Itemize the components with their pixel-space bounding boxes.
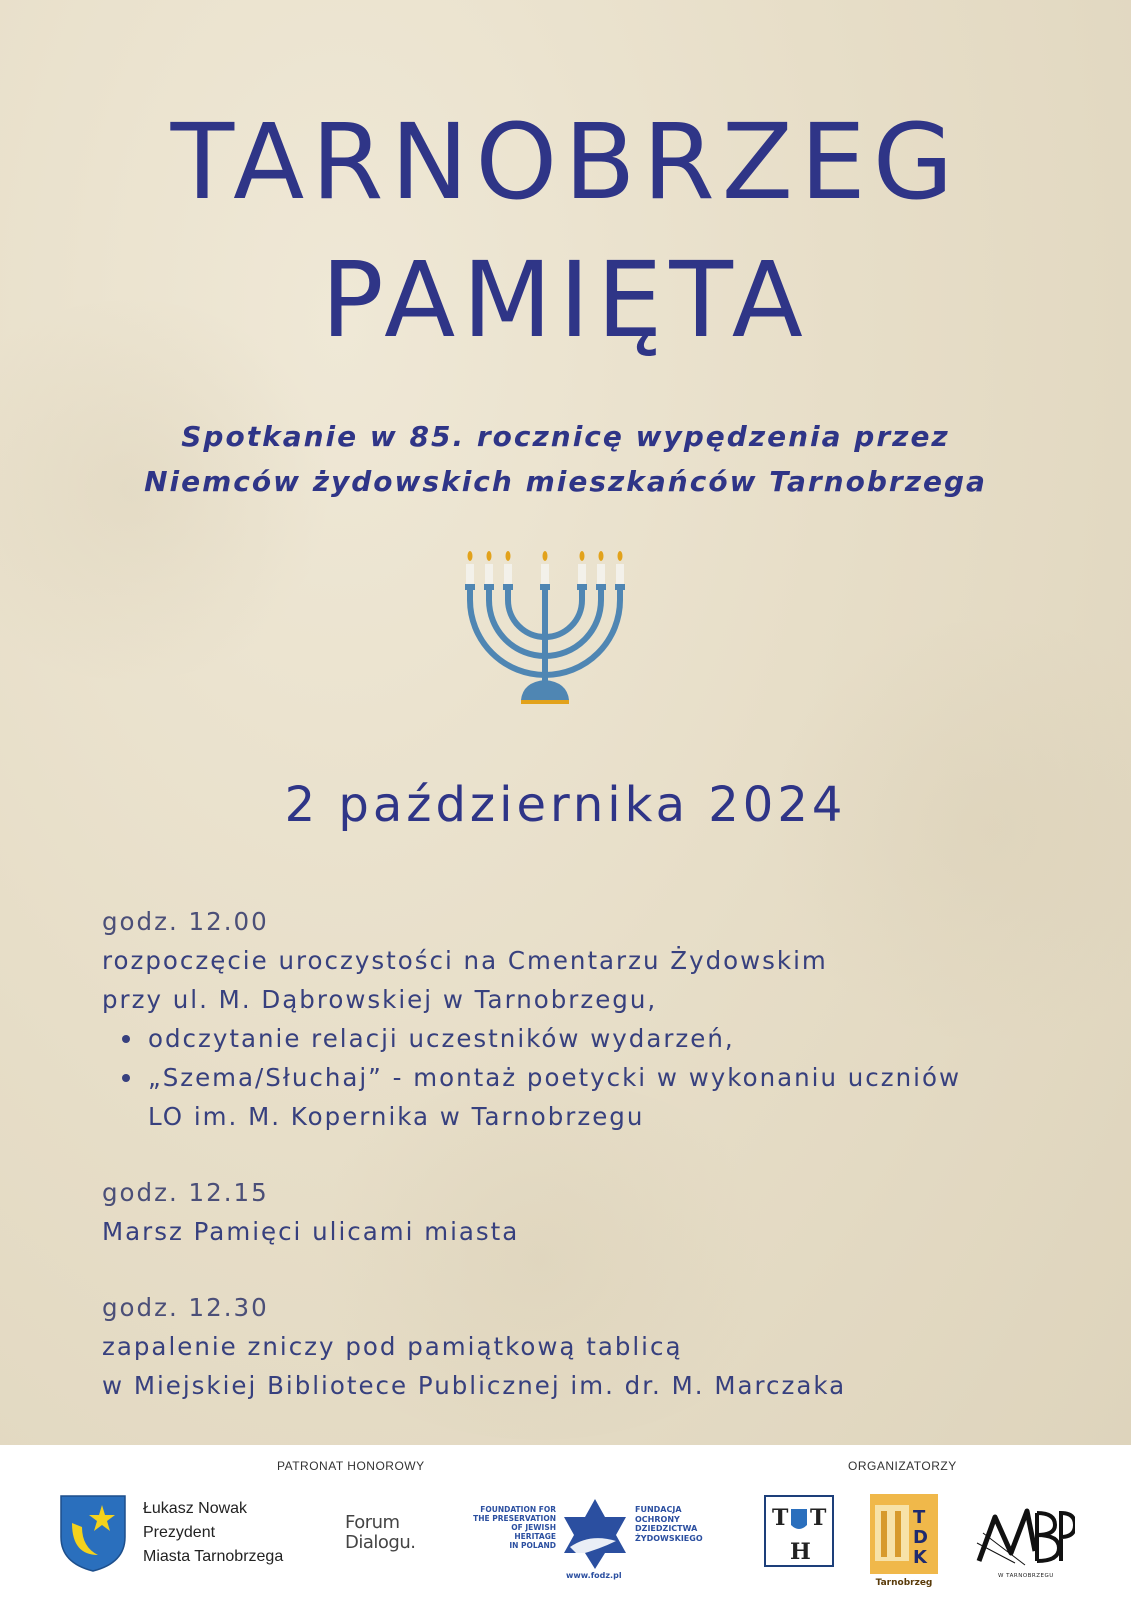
- mbp-caption: W TARNOBRZEGU: [998, 1573, 1054, 1579]
- organizers-heading: ORGANIZATORZY: [848, 1459, 957, 1473]
- forum-line: Forum: [345, 1512, 400, 1533]
- patron-line: Łukasz Nowak: [143, 1500, 248, 1517]
- tarnobrzeg-coat-of-arms-icon: [58, 1493, 128, 1573]
- fodz-line: DZIEDZICTWA: [635, 1524, 698, 1533]
- program: [102, 902, 1062, 1405]
- tdk-logo-icon: [869, 1493, 939, 1575]
- footer: [0, 1445, 1131, 1600]
- svg-text:H: H: [790, 1539, 811, 1565]
- tdk-caption: Tarnobrzeg: [875, 1578, 933, 1588]
- spacer: [102, 1251, 1062, 1288]
- bullet-item: odczytanie relacji uczestników wydarzeń,: [102, 1019, 1062, 1058]
- menorah-icon: [465, 548, 645, 718]
- fodz-text-en: [470, 1505, 556, 1550]
- fodz-star-icon: [560, 1497, 630, 1569]
- event-date: 2 października 2024: [284, 777, 847, 833]
- fodz-line: THE PRESERVATION: [473, 1514, 556, 1523]
- svg-text:D: D: [913, 1527, 928, 1548]
- program-text: Marsz Pamięci ulicami miasta: [102, 1217, 520, 1246]
- program-text: przy ul. M. Dąbrowskiej w Tarnobrzegu,: [102, 985, 658, 1014]
- bullet-item: [102, 1058, 1062, 1097]
- title-line-2: PAMIĘTA: [321, 239, 810, 361]
- fodz-line: FOUNDATION FOR: [480, 1505, 556, 1514]
- bullet-text: „Szema/Słuchaj” - montaż poetycki w wykonaniu uczniów: [148, 1063, 961, 1092]
- mbp-logo-icon: [975, 1503, 1075, 1571]
- program-text: zapalenie zniczy pod pamiątkową tablicą: [102, 1332, 683, 1361]
- ttth-logo-icon: [764, 1495, 834, 1567]
- fodz-line: OF JEWISH HERITAGE: [511, 1523, 556, 1541]
- fodz-url: www.fodz.pl: [566, 1571, 622, 1580]
- time-1200: godz. 12.00: [102, 907, 269, 936]
- time-1230: godz. 12.30: [102, 1293, 269, 1322]
- svg-text:T: T: [913, 1507, 926, 1528]
- fodz-line: OCHRONY: [635, 1514, 680, 1524]
- time-1215: godz. 12.15: [102, 1178, 269, 1207]
- svg-text:K: K: [913, 1547, 927, 1568]
- patron-line: Miasta Tarnobrzega: [143, 1548, 284, 1565]
- title-line-1: TARNOBRZEG: [170, 101, 961, 223]
- fodz-line: ŻYDOWSKIEGO: [635, 1533, 703, 1543]
- bullet-continuation: LO im. M. Kopernika w Tarnobrzegu: [148, 1102, 645, 1131]
- forum-line: Dialogu.: [345, 1532, 416, 1553]
- program-text: w Miejskiej Bibliotece Publicznej im. dr. M. Marczaka: [102, 1371, 847, 1400]
- patron-name: [143, 1497, 283, 1569]
- forum-dialogu-logo: [345, 1513, 415, 1553]
- patron-line: Prezydent: [143, 1524, 216, 1541]
- subtitle-line-2: Niemców żydowskich mieszkańców Tarnobrzega: [144, 465, 987, 498]
- fodz-line: IN POLAND: [509, 1541, 556, 1550]
- fodz-line: FUNDACJA: [635, 1505, 682, 1514]
- subtitle-line-1: Spotkanie w 85. rocznicę wypędzenia przez: [181, 420, 950, 453]
- patronage-heading: PATRONAT HONOROWY: [277, 1459, 425, 1473]
- program-bullets: [102, 1019, 1062, 1097]
- svg-text:T: T: [772, 1505, 789, 1531]
- svg-text:T: T: [810, 1505, 827, 1531]
- program-text: rozpoczęcie uroczystości na Cmentarzu Żydowskim: [102, 946, 828, 975]
- fodz-text-pl: [635, 1505, 715, 1543]
- spacer: [102, 1136, 1062, 1173]
